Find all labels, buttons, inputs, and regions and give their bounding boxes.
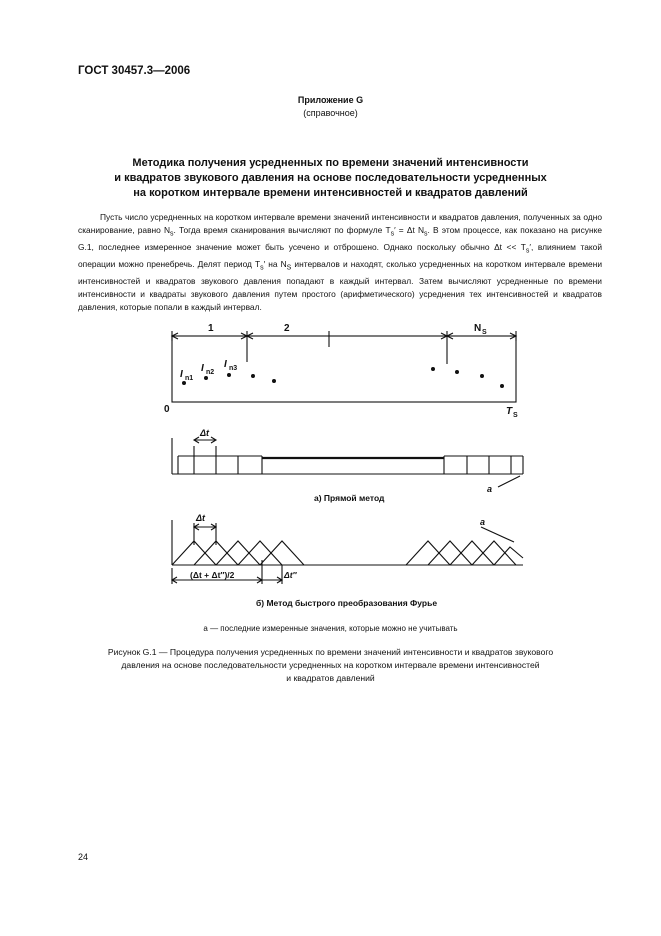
interval-label-1: 1 <box>208 323 214 334</box>
ts-label-sub: S <box>513 412 518 419</box>
panel-b-dt-double: Δt″ <box>284 570 297 580</box>
panel-b-marker-a: a <box>480 517 486 527</box>
body-text-part: интервалов и находят, сколько усредненных на коротком интервале времени интенсивностей и квадратов звукового давления попадают в каждый интервал. Затем вычисляют усредненные по времени интенсивности и квадраты звукового давления путем простого (арифметического) усреднения тех интенсивностей и квадратов давления, которые попали в каждый интервал. <box>78 259 602 312</box>
body-text-sub: S <box>286 264 292 272</box>
point-label-in2-sub: n2 <box>206 369 215 376</box>
point-label-in2: I <box>201 363 204 374</box>
section-title-line-2: и квадратов звукового давления на основе последовательности усредненных <box>114 172 547 184</box>
body-text-sub: s <box>525 247 530 255</box>
ts-label: T <box>506 406 513 417</box>
section-title-line-1: Методика получения усредненных по времени значений интенсивности <box>132 157 529 169</box>
point-label-in1: I <box>180 369 183 380</box>
body-text-sub: s <box>390 230 395 238</box>
point-label-in3: I <box>224 359 227 370</box>
figure-caption-line-3: и квадратов давлений <box>286 673 375 683</box>
appendix-title: Приложение G <box>297 95 364 105</box>
body-text-part: ′, влиянием такой операции можно пренебречь. Делят период T <box>78 241 603 270</box>
figure-caption-line-1: Рисунок G.1 — Процедура получения усредненных по времени значений интенсивности и квадратов звукового <box>107 647 554 657</box>
interval-label-2: 2 <box>284 323 290 334</box>
body-text-sub: s <box>424 230 428 238</box>
panel-b-formula: (Δt + Δt″)/2 <box>190 570 235 580</box>
origin-label: 0 <box>164 404 170 415</box>
body-text-sub: s <box>260 264 264 272</box>
section-title-line-3: на коротком интервале времени интенсивностей и квадратов давлений <box>133 187 528 199</box>
interval-label-ns: N <box>474 323 482 334</box>
panel-b-dt-label: Δt <box>196 513 206 523</box>
panel-a-diagram <box>172 437 523 487</box>
figure-note: a — последние измеренные значения, которые можно не учитывать <box>203 624 458 633</box>
body-text-part: полученных за одно сканирование, равно N <box>78 212 603 235</box>
appendix-subtitle: (справочное) <box>303 108 358 118</box>
point-label-in1-sub: n1 <box>185 375 194 382</box>
page-number: 24 <box>78 852 89 862</box>
panel-b-label: б) Метод быстрого преобразования Фурье <box>256 598 438 608</box>
body-text-part: ′ на N <box>263 259 287 270</box>
body-text-part: . В этом процессе, как показано на рисунке G.1, последнее измеренное значение может быть усечено и отброшено. Однако поскольку обычно Δt << T <box>78 224 602 252</box>
panel-a-dt-label: Δt <box>200 428 210 438</box>
point-label-in3-sub: n3 <box>229 365 238 372</box>
body-text-part: ′ = Δt N <box>394 224 424 235</box>
body-text-part: Пусть число усредненных на коротком интервале времени значений интенсивности и квадратов давления, <box>100 212 521 222</box>
panel-a-marker-a: a <box>487 484 493 494</box>
panel-a-label: а) Прямой метод <box>314 493 385 503</box>
document-header: ГОСТ 30457.3—2006 <box>78 65 191 77</box>
body-text-part: . Тогда время сканирования вычисляют по формуле T <box>173 224 391 235</box>
interval-label-ns-sub: S <box>482 329 487 336</box>
figure-caption-line-2: давления на основе последовательности усредненных на коротком интервале времени интенсивностей <box>121 660 540 670</box>
body-text-sub: s <box>170 230 174 238</box>
